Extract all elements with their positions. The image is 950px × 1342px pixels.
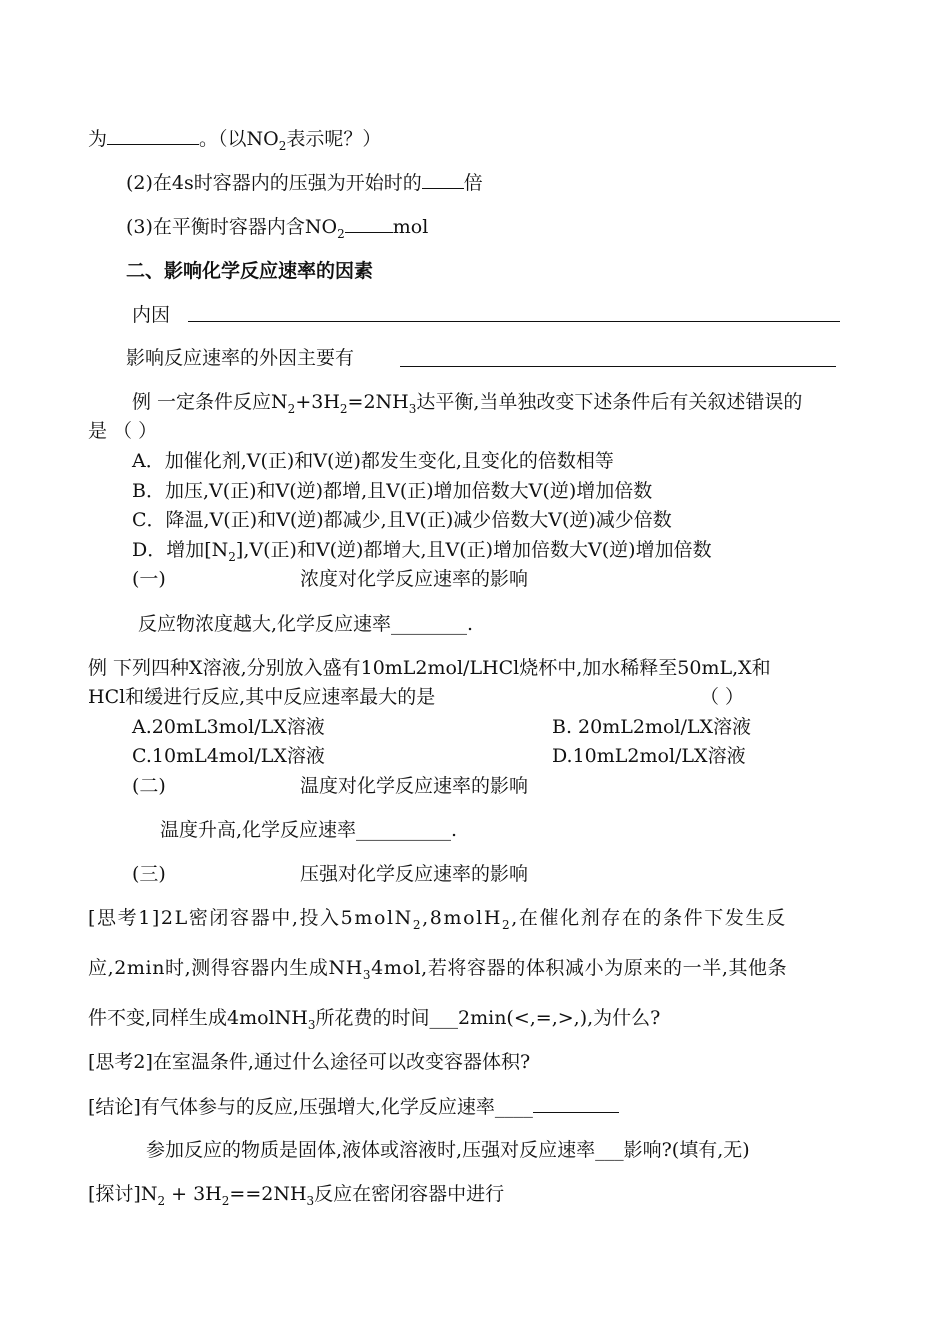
discuss-line: [探讨]$N_2 + 3H_2==2NH_3$反应在密闭容器中进行 [88,1183,505,1208]
example2-option-b: B. 20mL2mol/LX溶液 [552,716,752,738]
think1-line-3: 件不变,同样生成4molNH$_3$所花费的时间___2min(<,=,>,),为什么? [88,1007,661,1032]
example2-stem-1: 例 下列四种X溶液,分别放入盛有10mL2mol/LHCl烧杯中,加水稀释至50mL,X和 [88,657,771,679]
answer-blank [533,1094,619,1113]
think1-line-2: 应,2min时,测得容器内生成$NH_34mol$,若将容器的体积减小为原来的一半,其他条 [88,957,788,982]
sub1-number: (一) [132,568,166,590]
example2-option-d: D.10mL2mol/LX溶液 [552,745,746,767]
example2-answer-paren: （ ） [700,686,745,708]
example1-option-d: D．增加$[N_2],V$(正)和V(逆)都增大,且V(正)增加倍数大V(逆)增加倍数 [132,539,712,564]
section-title: 二、影响化学反应速率的因素 [126,260,374,282]
example1-option-c: C．降温,V(正)和V(逆)都减少,且V(正)减少倍数大V(逆)减少倍数 [132,509,672,531]
external-factor-label: 影响反应速率的外因主要有 [126,347,355,369]
sub2-text: 温度升高,化学反应速率__________. [160,819,458,841]
external-factor-line [400,366,836,367]
answer-blank [107,126,199,145]
sub1-text: 反应物浓度越大,化学反应速率________. [138,613,474,635]
think1-line-1: [思考1]2L密闭容器中,投入5molN$_2$,8molH$_2$,在催化剂存在的条件下发生反 [88,907,787,932]
example1-option-a: A．加催化剂,V(正)和V(逆)都发生变化,且变化的倍数相等 [132,450,614,472]
example1-stem: 例 一定条件反应$N_2+3H_2=2NH_3$达平衡,当单独改变下述条件后有关叙述错误的 [132,391,803,416]
internal-factor-label: 内因 [132,304,171,326]
sub3-title: 压强对化学反应速率的影响 [300,863,529,885]
conclusion-line-2: 参加反应的物质是固体,液体或溶液时,压强对反应速率___影响?(填有,无) [146,1139,750,1161]
sub1-title: 浓度对化学反应速率的影响 [300,568,529,590]
think2-line: [思考2]在室温条件,通过什么途径可以改变容器体积? [88,1051,531,1073]
conclusion-line-1: [结论]有气体参与的反应,压强增大,化学反应速率____ [88,1094,619,1119]
q-prev-line-3: (3)在平衡时容器内含$NO_2$ mol [126,216,429,241]
answer-blank [422,170,464,189]
example1-stem-2: 是 （ ） [88,420,158,442]
example2-stem-2: HCl和缓进行反应,其中反应速率最大的是 [88,686,436,708]
internal-factor-line [188,321,840,322]
example2-option-a: A.20mL3mol/LX溶液 [132,716,325,738]
q-prev-line-2: (2)在4s时容器内的压强为开始时的 倍 [126,172,483,194]
sub2-title: 温度对化学反应速率的影响 [300,775,529,797]
answer-blank [345,214,393,233]
sub3-number: (三) [132,863,166,885]
example2-option-c: C.10mL4mol/LX溶液 [132,745,325,767]
q-prev-line-1: 为 。（以$NO_2$表示呢？） [88,128,382,153]
example1-option-b: B．加压,V(正)和V(逆)都增,且V(正)增加倍数大V(逆)增加倍数 [132,480,653,502]
sub2-number: (二) [132,775,166,797]
